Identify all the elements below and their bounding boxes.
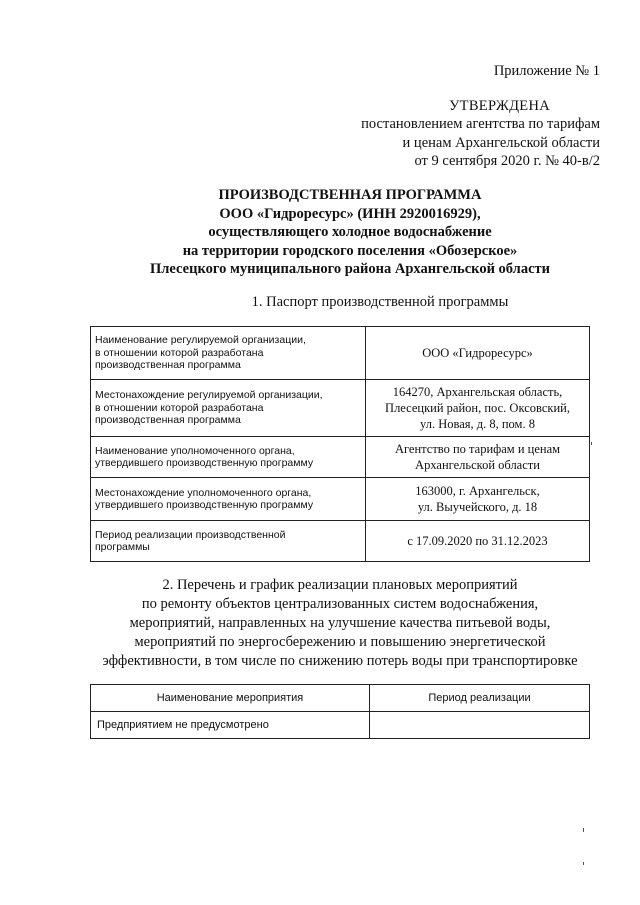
- label-line: производственная программа: [95, 359, 241, 372]
- approval-block: [300, 62, 600, 171]
- passport-value: [366, 478, 590, 521]
- section-2-line: мероприятий по энергосбережению и повышению энергетической: [134, 634, 546, 650]
- approval-line-3: от 9 сентября 2020 г. № 40-в/2: [414, 153, 600, 169]
- passport-label: [91, 478, 366, 521]
- label-line: Наименование уполномоченного органа,: [95, 444, 295, 457]
- program-title: [90, 186, 610, 279]
- scan-artifact-mark: [583, 828, 584, 832]
- passport-table: [90, 326, 590, 562]
- label-line: в отношении которой разработана: [95, 401, 264, 414]
- label-line: Наименование регулируемой организации,: [95, 334, 306, 347]
- approved-label: УТВЕРЖДЕНА: [449, 97, 550, 114]
- passport-value: [366, 327, 590, 380]
- section-2-line: мероприятий, направленных на улучшение качества питьевой воды,: [129, 615, 551, 631]
- table-header-row: [91, 685, 590, 712]
- label-line: Местонахождение уполномоченного органа,: [95, 486, 312, 499]
- title-line-2: ООО «Гидроресурс» (ИНН 2920016929),: [219, 205, 481, 222]
- passport-value: [366, 437, 590, 478]
- value-line: 163000, г. Архангельск,: [415, 484, 540, 498]
- passport-label: [91, 380, 366, 437]
- table-row: [91, 437, 590, 478]
- title-line-5: Плесецкого муниципального района Архангельской области: [150, 261, 550, 277]
- label-line: утвердившего производственную программу: [95, 457, 314, 469]
- table-row: [91, 327, 590, 380]
- passport-value: [366, 380, 590, 437]
- event-cell: Предприятием не предусмотрено: [91, 712, 370, 739]
- value-line: 164270, Архангельская область,: [392, 385, 563, 399]
- scan-artifact-mark: [591, 442, 592, 445]
- approval-line-2: и ценам Архангельской области: [402, 134, 600, 151]
- column-header-period: Период реализации: [370, 685, 590, 712]
- period-cell: [370, 712, 590, 739]
- passport-label: [91, 437, 366, 478]
- table-row: [91, 521, 590, 562]
- table-row: [91, 380, 590, 437]
- appendix-number: Приложение № 1: [493, 63, 600, 79]
- label-line: программы: [95, 541, 150, 553]
- section-2-line: 2. Перечень и график реализации плановых мероприятий: [162, 577, 518, 593]
- label-line: в отношении которой разработана: [95, 346, 264, 359]
- events-table: [90, 684, 590, 739]
- passport-label: [91, 327, 366, 380]
- section-2-line: по ремонту объектов централизованных систем водоснабжения,: [141, 596, 539, 612]
- value-line: Агентство по тарифам и ценам: [394, 442, 561, 456]
- value-line: с 17.09.2020 по 31.12.2023: [407, 534, 548, 548]
- section-2-line: эффективности, в том числе по снижению потерь воды при транспортировке: [102, 653, 578, 669]
- value-line: Плесецкий район, пос. Оксовский,: [385, 401, 570, 415]
- passport-label: [91, 521, 366, 562]
- title-line-3: осуществляющего холодное водоснабжение: [208, 224, 492, 240]
- label-line: утвердившего производственную программу: [95, 499, 314, 511]
- title-line-4: на территории городского поселения «Обозерское»: [182, 242, 518, 259]
- value-line: ул. Новая, д. 8, пом. 8: [420, 417, 535, 431]
- value-line: Архангельской области: [415, 458, 540, 472]
- value-line: ООО «Гидроресурс»: [422, 346, 533, 360]
- table-row: [91, 712, 590, 739]
- scan-artifact-mark: [583, 862, 584, 865]
- column-header-event: Наименование мероприятия: [91, 685, 370, 712]
- title-line-1: ПРОИЗВОДСТВЕННАЯ ПРОГРАММА: [218, 187, 482, 203]
- label-line: производственная программа: [95, 414, 241, 427]
- section-2-heading: [90, 576, 590, 671]
- label-line: Местонахождение регулируемой организации,: [95, 389, 323, 402]
- value-line: ул. Выучейского, д. 18: [417, 500, 538, 514]
- table-row: [91, 478, 590, 521]
- passport-value: [366, 521, 590, 562]
- section-1-heading: 1. Паспорт производственной программы: [251, 294, 509, 310]
- label-line: Период реализации производственной: [95, 528, 286, 541]
- approval-line-1: постановлением агентства по тарифам: [361, 116, 600, 132]
